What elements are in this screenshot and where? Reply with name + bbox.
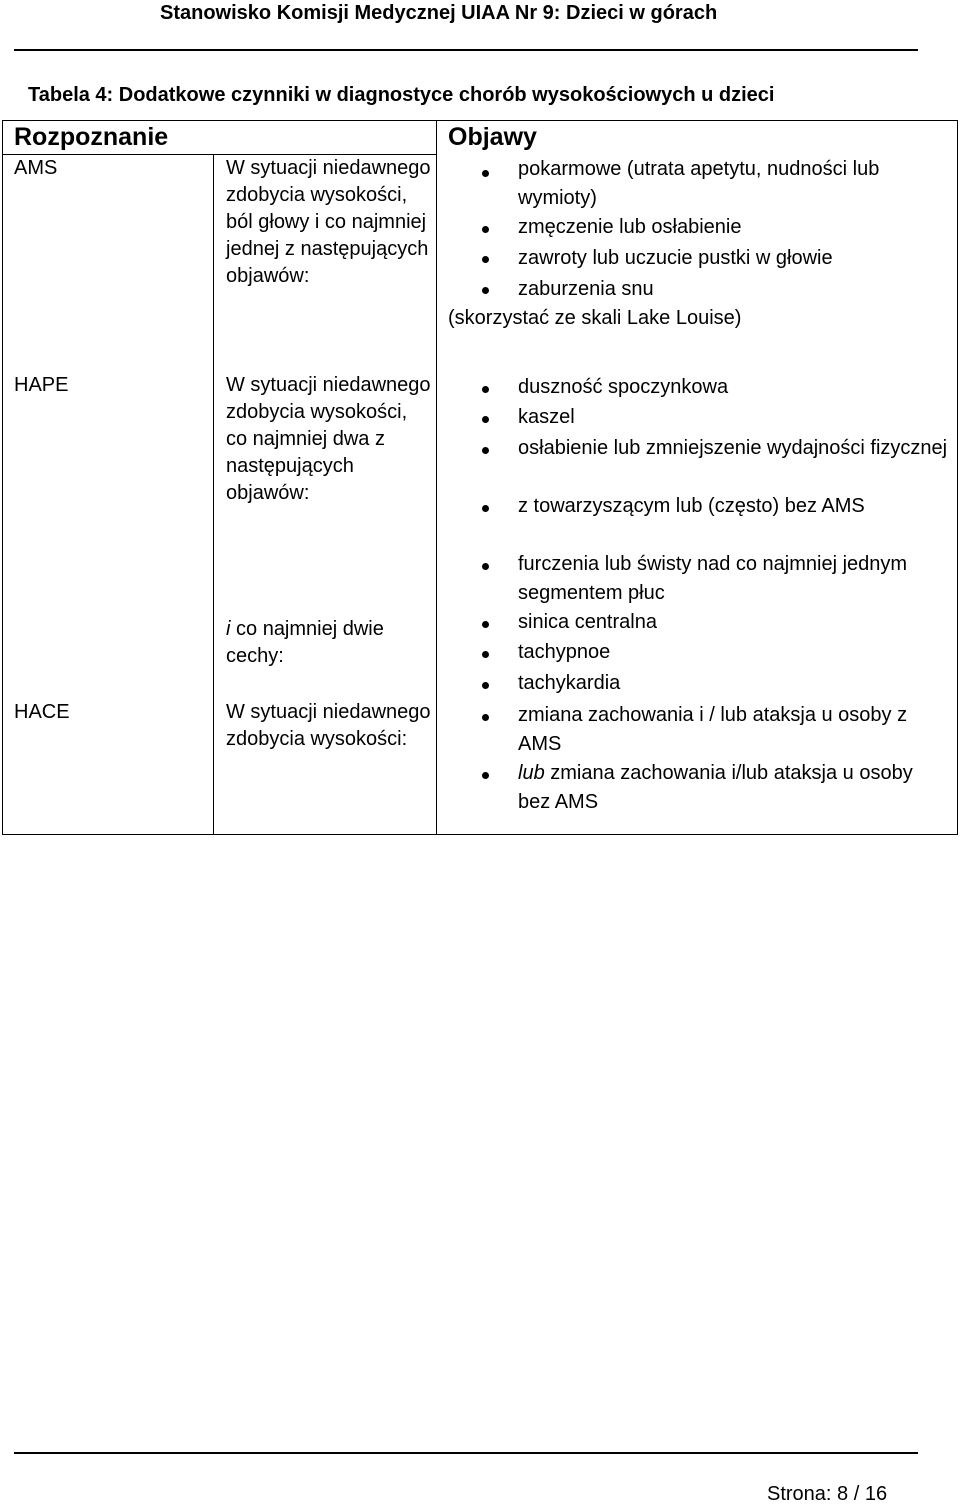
symptom-hape-5: furczenia lub świsty nad co najmniej jednym segmentem płuc (518, 553, 908, 604)
bullet-icon (482, 682, 489, 689)
table-border-top (2, 120, 958, 121)
bullet-icon (482, 772, 489, 779)
document-title: Stanowisko Komisji Medycznej UIAA Nr 9: Dzieci w górach (160, 2, 718, 24)
symptom-hape-8: tachykardia (518, 672, 621, 694)
condition-hace: W sytuacji niedawnego zdobycia wysokości: (226, 701, 431, 750)
bullet-icon (482, 256, 489, 263)
symptom-hape-4: z towarzyszącym lub (często) bez AMS (518, 495, 865, 517)
diagnosis-hape: HAPE (14, 374, 69, 396)
bullet-icon (482, 447, 489, 454)
table-border-right (957, 120, 958, 835)
symptom-hace-2-em: lub (518, 762, 545, 784)
symptom-hace-2-rest: zmiana zachowania i/lub ataksja u osoby bez AMS (518, 762, 913, 813)
condition-hape: W sytuacji niedawnego zdobycia wysokości, co najmniej dwa z następujących objawów: (226, 374, 431, 504)
column-header-diagnosis: Rozpoznanie (14, 123, 169, 151)
symptom-hape-7: tachypnoe (518, 641, 611, 663)
symptom-hape-6: sinica centralna (518, 611, 657, 633)
symptom-ams-4: zaburzenia snu (518, 278, 654, 300)
symptom-hape-3: osłabienie lub zmniejszenie wydajności fizycznej (518, 437, 948, 459)
condition-hape-extra (226, 616, 431, 670)
bullet-icon (482, 170, 489, 177)
page-number: Strona: 8 / 16 (767, 1483, 888, 1505)
bullet-icon (482, 416, 489, 423)
symptom-ams-1: pokarmowe (utrata apetytu, nudności lub wymioty) (518, 158, 880, 209)
condition-hape-extra-em: i (226, 618, 231, 640)
bullet-icon (482, 386, 489, 393)
diagnosis-ams: AMS (14, 157, 58, 179)
bullet-icon (482, 563, 489, 570)
table-caption: Tabela 4: Dodatkowe czynniki w diagnostyce chorób wysokościowych u dzieci (28, 84, 775, 106)
bullet-icon (482, 505, 489, 512)
table-divider-symptoms (436, 120, 437, 835)
bullet-icon (482, 714, 489, 721)
table-divider-condition (213, 154, 214, 835)
symptom-hape-2: kaszel (518, 406, 575, 428)
bullet-icon (482, 287, 489, 294)
symptom-hape-1: duszność spoczynkowa (518, 376, 729, 398)
footer-rule (14, 1452, 918, 1454)
table-border-bottom (2, 834, 958, 835)
header-rule (14, 49, 918, 51)
symptom-hace-2 (518, 759, 933, 817)
symptom-ams-note: (skorzystać ze skali Lake Louise) (448, 307, 742, 329)
symptom-ams-3: zawroty lub uczucie pustki w głowie (518, 247, 833, 269)
bullet-icon (482, 226, 489, 233)
symptom-ams-2: zmęczenie lub osłabienie (518, 216, 742, 238)
condition-hape-extra-rest: co najmniej dwie cechy: (226, 618, 384, 667)
column-header-symptoms: Objawy (448, 123, 537, 151)
bullet-icon (482, 621, 489, 628)
diagnosis-hace: HACE (14, 701, 70, 723)
bullet-icon (482, 651, 489, 658)
symptom-hace-1: zmiana zachowania i / lub ataksja u osoby z AMS (518, 704, 908, 755)
condition-ams: W sytuacji niedawnego zdobycia wysokości, ból głowy i co najmniej jednej z następujących objawów: (226, 157, 431, 287)
table-border-left (2, 120, 3, 835)
